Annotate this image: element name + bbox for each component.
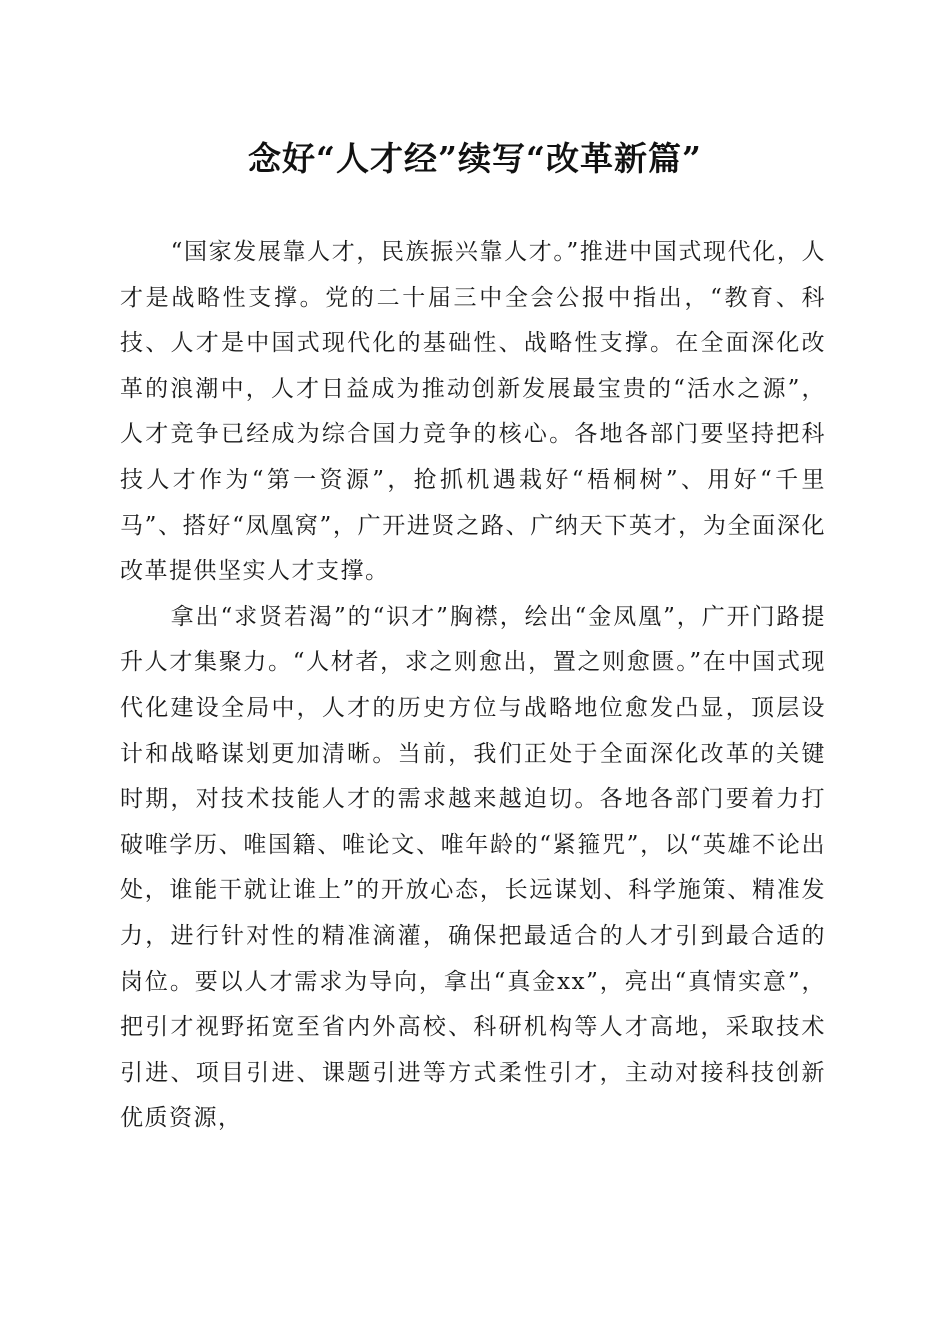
paragraph-2: 拿出“求贤若渴”的“识才”胸襟，绘出“金凤凰”，广开门路提升人才集聚力。“人材者，求之则愈出，置之则愈匮。”在中国式现代化建设全局中，人才的历史方位与战略地位愈发凸显，顶层设计和战略谋划更加清晰。当前，我们正处于全面深化改革的关键时期，对技术技能人才的需求越来越迫切。各地各部门要着力打破唯学历、唯国籍、唯论文、唯年龄的“紧箍咒”，以“英雄不论出处，谁能干就让谁上”的开放心态，长远谋划、科学施策、精准发力，进行针对性的精准滴灌，确保把最适合的人才引到最合适的岗位。要以人才需求为导向，拿出“真金xx”，亮出“真情实意”，把引才视野拓宽至省内外高校、科研机构等人才高地，采取技术引进、项目引进、课题引进等方式柔性引才，主动对接科技创新优质资源， bbox=[120, 603, 826, 1132]
document-title: 念好“人才经”续写“改革新篇” bbox=[248, 139, 702, 178]
document-body bbox=[120, 230, 826, 1142]
paragraph-1: “国家发展靠人才，民族振兴靠人才。”推进中国式现代化，人才是战略性支撑。党的二十届三中全会公报中指出，“教育、科技、人才是中国式现代化的基础性、战略性支撑。在全面深化改革的浪潮中，人才日益成为推动创新发展最宝贵的“活水之源”，人才竞争已经成为综合国力竞争的核心。各地各部门要坚持把科技人才作为“第一资源”，抢抓机遇栽好“梧桐树”、用好“千里马”、搭好“凤凰窝”，广开进贤之路、广纳天下英才，为全面深化改革提供坚实人才支撑。 bbox=[120, 239, 826, 585]
